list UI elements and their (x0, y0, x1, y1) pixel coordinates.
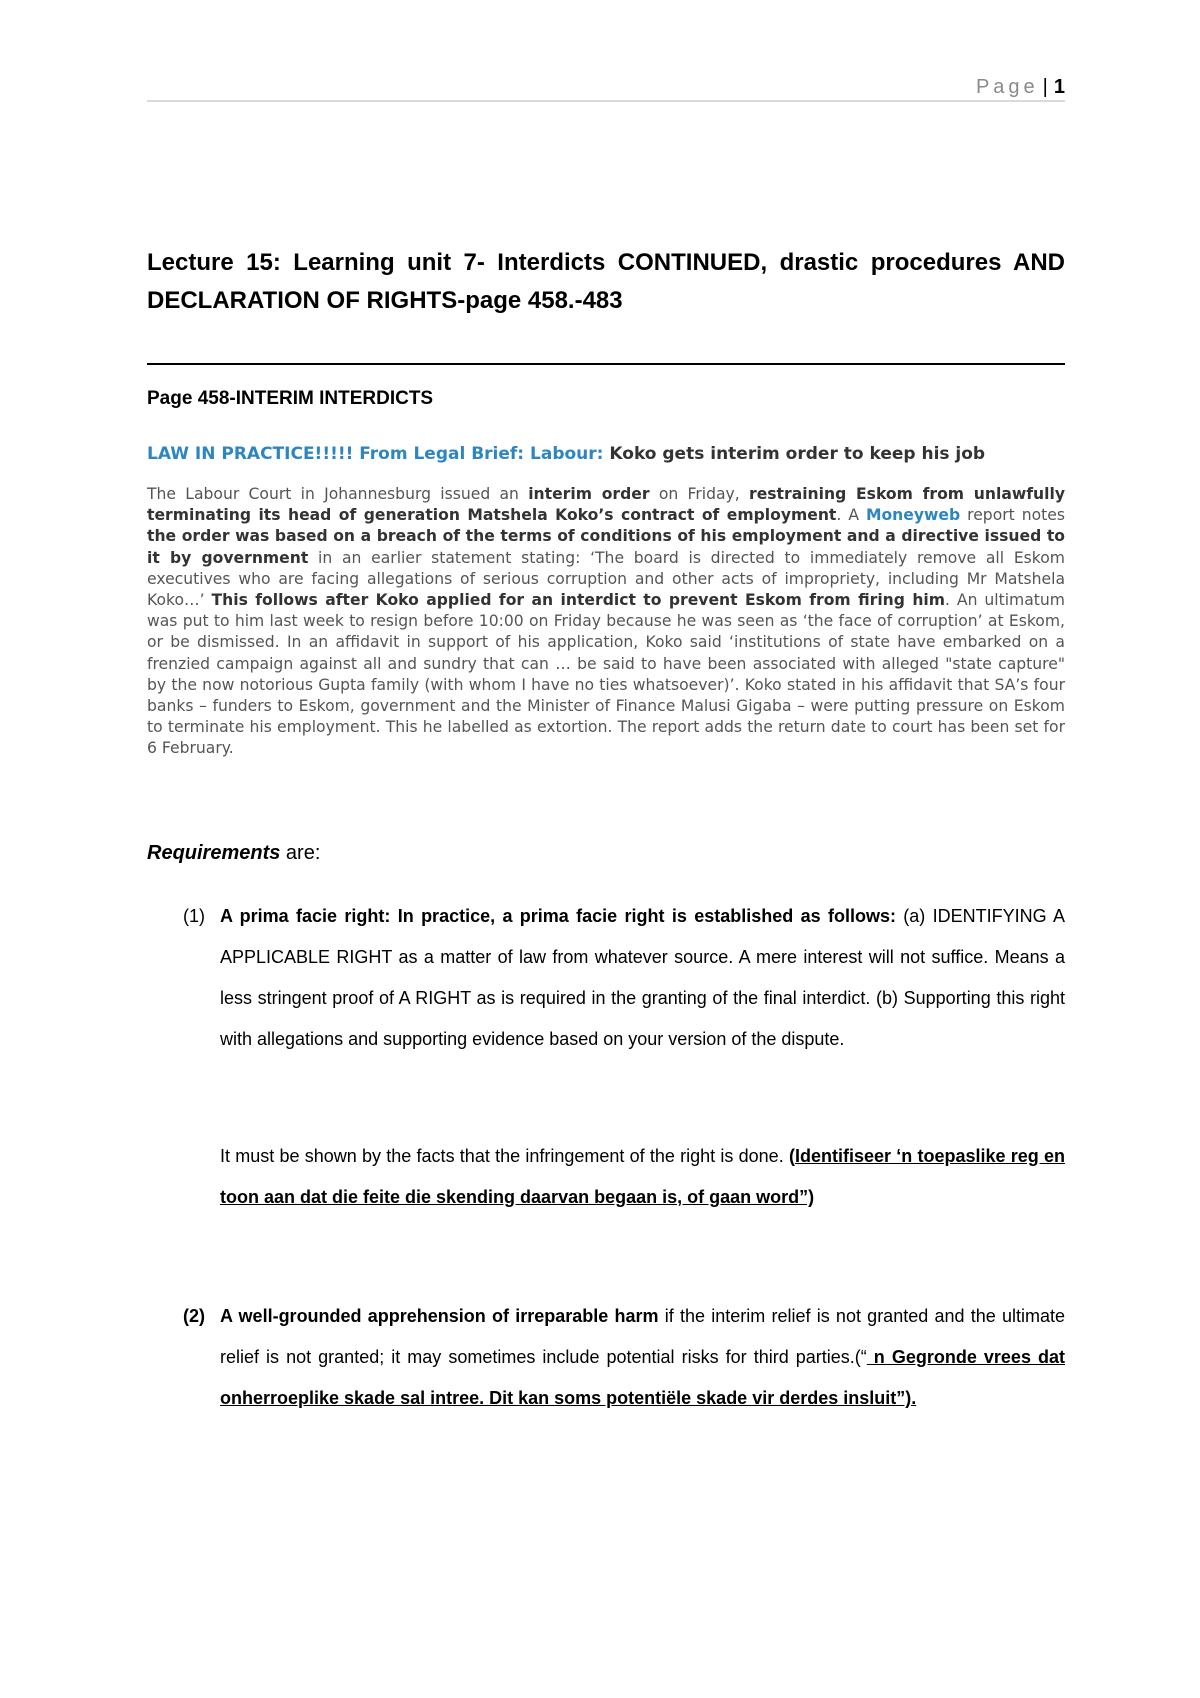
item-text: if the interim relief is not granted and the ultimate relief is not granted; it may sometimes include potential risks for third parties.(“ (220, 1306, 1065, 1367)
news-paragraph (147, 484, 1065, 760)
requirements-heading (147, 842, 320, 865)
requirement-item-1-paragraph-2 (147, 1136, 1065, 1218)
requirements-label: Requirements (147, 842, 281, 864)
header-rule (147, 100, 1065, 102)
news-bold: restraining Eskom from unlawfully terminating its head of generation Matshela Koko’s contract of employment (147, 485, 1065, 525)
item-bold-text: A well-grounded apprehension of irreparable harm (220, 1306, 659, 1326)
news-bold: This follows after Koko applied for an interdict to prevent Eskom from firing him (211, 591, 946, 610)
item-body (220, 1296, 1065, 1419)
item-body (220, 1136, 1065, 1218)
news-text: The Labour Court in Johannesburg issued an (147, 485, 529, 503)
item-number (183, 1296, 205, 1337)
news-text: report notes (960, 506, 1065, 525)
page-separator: | (1042, 76, 1048, 98)
item-bold-text: ( (788, 1146, 795, 1166)
lecture-title: Lecture 15: Learning unit 7- Interdicts CONTINUED, drastic procedures AND DECLARATION OF RIGHTS-page 458.-483 (147, 249, 1065, 314)
item-body (220, 896, 1065, 1060)
news-headline: Koko gets interim order to keep his job (603, 444, 986, 464)
page-header (147, 76, 1065, 99)
requirement-item-1 (147, 896, 1065, 1060)
news-text: . An ultimatum was put to him last week to resign before 10:00 on Friday because he was seen as ‘the face of corruption’ at Eskom, or be dismissed. In an affidavit in support of his application, Koko said ‘institutions of state have embarked on a frenzied campaign against all and sundry that can … be said to have been associated with alleged "state capture" by the now notorious Gupta family (with whom I have no ties whatsoever)’. Koko stated in his affidavit that SA’s four banks – funders to Eskom, government and the Minister of Finance Malusi Gigaba – were putting pressure on Eskom to terminate his employment. This he labelled as extortion. The report adds the return date to court has been set for 6 February. (147, 591, 1065, 758)
news-text: . A (836, 506, 866, 525)
afrikaans-translation: Identifiseer ‘n toepaslike reg en toon aan dat die feite die skending daarvan begaan is, of gaan word”) (220, 1146, 1066, 1207)
item-text: (a) IDENTIFYING A APPLICABLE RIGHT as a matter of law from whatever source. A mere interest will not suffice. Means a less stringent proof of A RIGHT as is required in the granting of the final interdict. (b) Supporting this right with allegations and supporting evidence based on your version of the dispute. (220, 906, 1065, 1049)
law-in-practice-heading (147, 444, 1065, 464)
item-bold-text: A prima facie right: In practice, a prima facie right is established as follows: (220, 906, 896, 926)
law-in-practice-label: LAW IN PRACTICE!!!!! From Legal Brief: Labour: (147, 444, 604, 464)
news-text: on Friday, (649, 485, 749, 503)
news-bold: the order was based on a breach of the terms of conditions of his employment and a directive issued to it by government (147, 527, 1065, 567)
page-label: Page (975, 76, 1039, 98)
requirements-suffix: are: (280, 842, 321, 864)
page-number: 1 (1053, 76, 1065, 98)
afrikaans-translation: n Gegronde vrees dat onherroeplike skade sal intree. Dit kan soms potentiële skade vir derdes insluit”). (220, 1347, 1065, 1408)
moneyweb-link[interactable]: Moneyweb (865, 506, 961, 525)
title-rule (147, 363, 1065, 365)
item-number: (1) (183, 906, 205, 926)
section-heading: Page 458-INTERIM INTERDICTS (147, 388, 434, 409)
requirement-item-2 (147, 1296, 1065, 1419)
news-text: in an earlier statement stating: ‘The board is directed to immediately remove all Eskom executives who are facing allegations of serious corruption and other acts of impropriety, including Mr Matshela Koko…’ (147, 548, 1065, 610)
item-text: It must be shown by the facts that the infringement of the right is done. (220, 1146, 789, 1166)
news-bold: interim order (528, 485, 650, 503)
item-number-text: (2) (183, 1306, 205, 1326)
